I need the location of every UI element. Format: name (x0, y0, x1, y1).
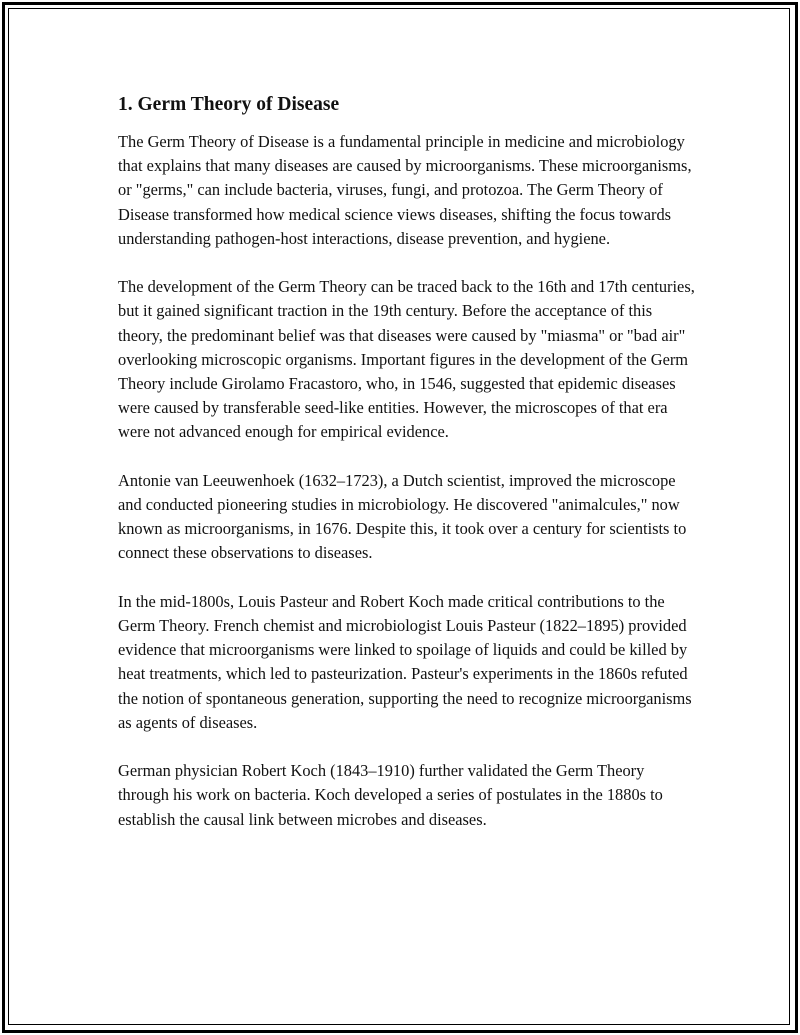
paragraph-leeuwenhoek: Antonie van Leeuwenhoek (1632–1723), a Dutch scientist, improved the microscope and conducted pioneering studies in microbiology. He discovered "animalcules," now known as microorganisms, in 1676. Despite this, it took over a century for scientists to connect these observations to diseases. (118, 470, 687, 563)
paragraph-development-history: The development of the Germ Theory can be traced back to the 16th and 17th centuries, but it gained significant traction in the 19th century. Before the acceptance of this theory, the predominant belief was that diseases were caused by "miasma" or "bad air" overlooking microscopic organisms. Important figures in the development of the Germ Theory include Girolamo Fracastoro, who, in 1546, suggested that epidemic diseases were caused by transferable seed-like entities. However, the microscopes of that era were not advanced enough for empirical evidence. (118, 277, 695, 442)
section-heading: 1. Germ Theory of Disease (118, 94, 340, 115)
paragraph-pasteur-koch: In the mid-1800s, Louis Pasteur and Robert Koch made critical contributions to the Germ Theory. French chemist and microbiologist Louis Pasteur (1822–1895) provided evidence that microorganisms were linked to spoilage of liquids and could be killed by heat treatments, which led to pasteurization. Pasteur's experiments in the 1860s refuted the notion of spontaneous generation, supporting the need to recognize microorganisms as agents of diseases. (118, 591, 692, 732)
paragraph-germ-theory-intro: The Germ Theory of Disease is a fundamental principle in medicine and microbiology that explains that many diseases are caused by microorganisms. These microorganisms, or "germs," can include bacteria, viruses, fungi, and protozoa. The Germ Theory of Disease transformed how medical science views diseases, shifting the focus towards understanding pathogen-host interactions, disease prevention, and hygiene. (118, 132, 692, 248)
paragraph-koch: German physician Robert Koch (1843–1910) further validated the Germ Theory through his work on bacteria. Koch developed a series of postulates in the 1880s to establish the causal link between microbes and diseases. (118, 761, 663, 829)
document-body (118, 92, 698, 856)
